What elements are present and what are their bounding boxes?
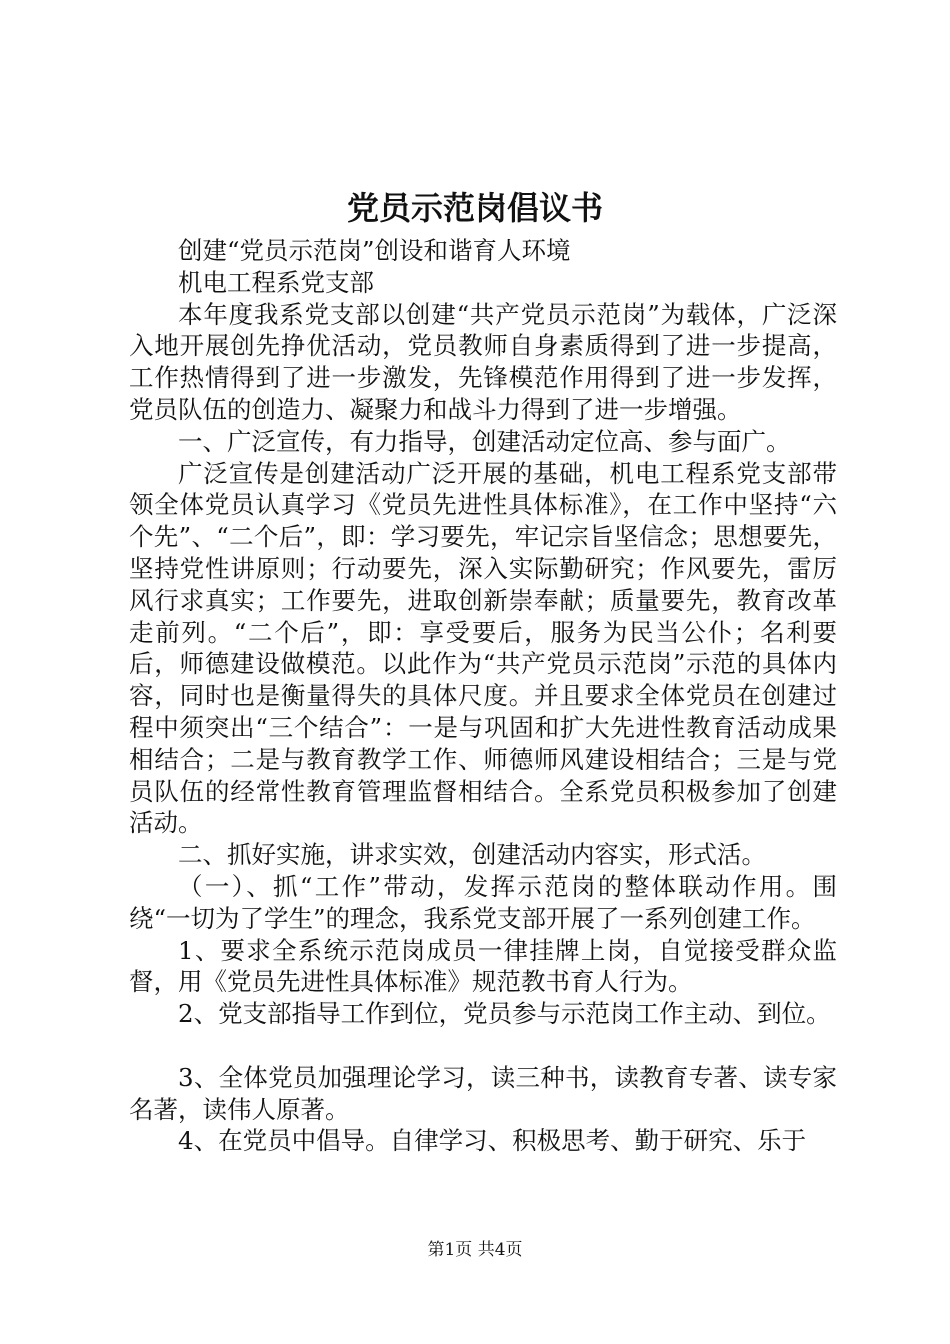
paragraph: 广泛宣传是创建活动广泛开展的基础，机电工程系党支部带领全体党员认真学习《党员先进性具体标准》，在工作中坚持“六个先”、“二个后”，即：学习要先，牢记宗旨坚信念；思想要先，坚持党性讲原则；行动要先，深入实际勤研究；作风要先，雷厉风行求真实；工作要先，进取创新崇奉献；质量要先，教育改革走前列。“二个后”，即：享受要后，服务为民当公仆；名利要后，师德建设做模范。以此作为“共产党员示范岗”示范的具体内容，同时也是衡量得失的具体尺度。并且要求全体党员在创建过程中须突出“三个结合”：一是与巩固和扩大先进性教育活动成果相结合；二是与教育教学工作、师德师风建设相结合；三是与党员队伍的经常性教育管理监督相结合。全系党员积极参加了创建活动。	[129, 458, 837, 838]
section-heading: 一、广泛宣传，有力指导，创建活动定位高、参与面广。	[178, 426, 791, 456]
author-line: 机电工程系党支部	[178, 267, 374, 297]
page-footer: 第1页 共4页	[427, 1240, 523, 1260]
list-item: 1、要求全系统示范岗成员一律挂牌上岗，自觉接受群众监督，用《党员先进性具体标准》规范教书育人行为。	[129, 935, 837, 997]
paragraph: 本年度我系党支部以创建“共产党员示范岗”为载体，广泛深入地开展创先挣优活动，党员教师自身素质得到了进一步提高，工作热情得到了进一步激发，先锋模范作用得到了进一步发挥，党员队伍的创造力、凝聚力和战斗力得到了进一步增强。	[129, 299, 837, 424]
blank-line	[129, 1030, 837, 1062]
document-title: 党员示范岗倡议书	[346, 189, 603, 227]
document-body	[129, 235, 837, 1157]
section-heading: 二、抓好实施，讲求实效，创建活动内容实，形式活。	[178, 840, 766, 870]
subtitle: 创建“党员示范岗”创设和谐育人环境	[178, 236, 571, 265]
paragraph: （一）、抓“工作”带动，发挥示范岗的整体联动作用。围绕“一切为了学生”的理念，我系党支部开展了一系列创建工作。	[129, 871, 837, 933]
list-item: 4、在党员中倡导。自律学习、积极思考、勤于研究、乐于	[178, 1126, 807, 1156]
list-item: 2、党支部指导工作到位，党员参与示范岗工作主动、到位。	[178, 999, 831, 1029]
list-item: 3、全体党员加强理论学习，读三种书，读教育专著、读专家名著，读伟人原著。	[129, 1062, 837, 1124]
